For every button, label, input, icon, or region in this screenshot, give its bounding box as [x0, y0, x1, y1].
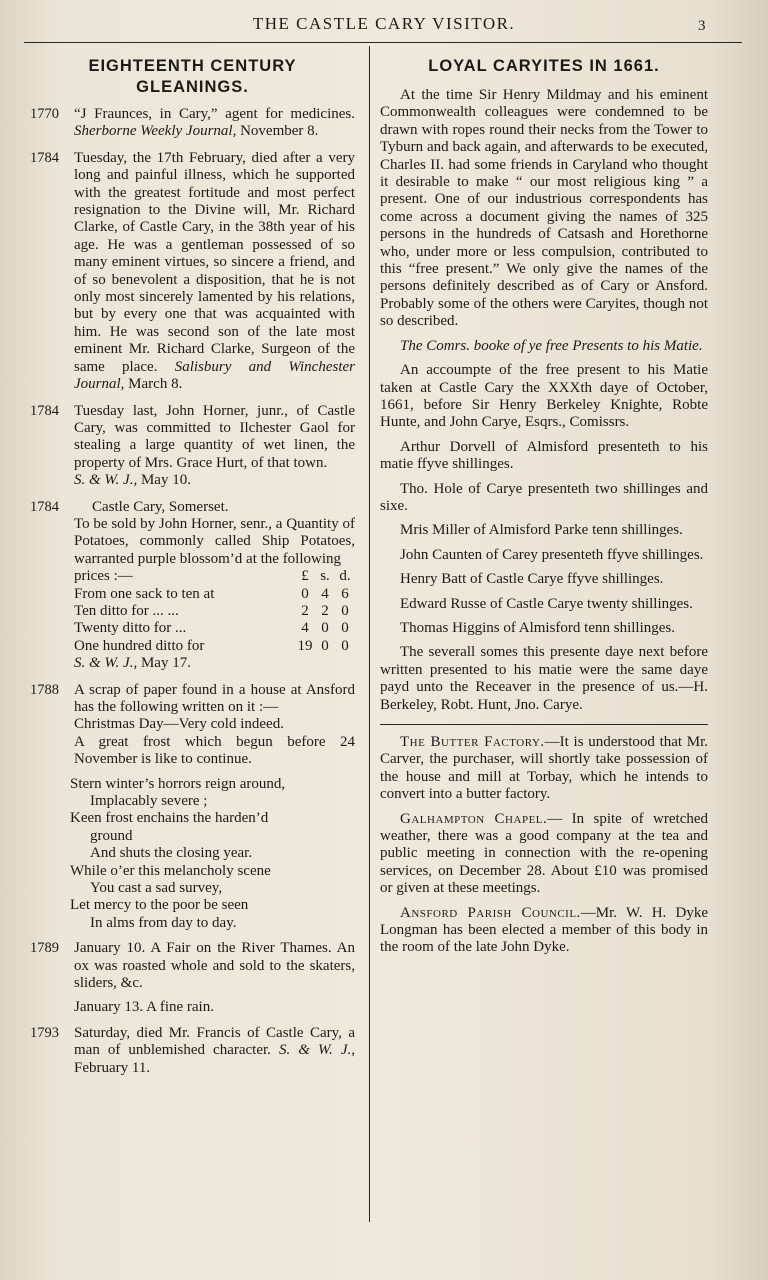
pence-header: d. — [339, 568, 351, 585]
entry-year: 1784 — [30, 498, 59, 515]
price-row — [74, 603, 355, 620]
gleaning-entry-1784-clarke — [30, 150, 355, 394]
verse-line: And shuts the closing year. — [90, 845, 253, 862]
gleanings-title-line1: EIGHTEENTH CENTURY — [88, 57, 297, 75]
entry-citation — [74, 472, 355, 489]
contributor-entry: Thomas Higgins of Almisford tenn shillinges. — [400, 619, 675, 636]
entry-citation — [74, 655, 355, 672]
price-row — [74, 586, 355, 603]
article-paragraph: The severall somes this presente daye next before written presented to his matie were the same daye payd unto the Receaver in the presence of us.—H. Berkeley, Robt. Hunt, Jno. Carye. — [380, 644, 708, 713]
price-row-label: One hundred ditto for — [74, 637, 205, 654]
entry-date: February 11. — [74, 1059, 151, 1076]
entry-text-line: A great frost which begun before 24 November is like to continue. — [74, 733, 355, 768]
verse-line: In alms from day to day. — [90, 914, 237, 931]
entry-source: S. & W. J., — [278, 1042, 355, 1059]
contributor-entry: Henry Batt of Castle Carye ffyve shillinges. — [400, 571, 664, 588]
page-number: 3 — [698, 18, 706, 34]
price-pence: 6 — [341, 585, 349, 602]
article-paragraph: An accoumpte of the free present to his Matie taken at Castle Cary the XXXth daye of October, 1661, before Sir Henry Berkeley Knighte, Robte Hunte, and John Carye, Esqrs., Comissrs. — [380, 362, 708, 431]
price-row-label: Twenty ditto for ... — [74, 620, 187, 637]
contributor-entry: Arthur Dorvell of Almisford presenteth to his matie ffyve shillinges. — [380, 438, 708, 473]
entry-text: Tuesday, the 17th February, died after a very long and painful illness, which he supported with the greatest fortitude and most perfect resignation to the Divine will, Mr. Richard Clarke, of Castle Cary, in the 38th year of his age. He was a gentleman possessed of so many eminent virtues, so sincere a friend, and of so benevolent a disposition, that he is not only most sincerely lamented by his relations, but by every one that was acquainted with him. He was second son of the late most eminent Mr. Richard Clarke, Surgeon of the same place. Salisbury and Winchester Journal, March 8. — [74, 149, 355, 393]
shillings-header: s. — [320, 568, 330, 585]
verse-line: Keen frost enchains the harden’d — [70, 810, 269, 827]
entry-date: March 8. — [128, 376, 183, 393]
news-text: —Mr. W. H. Dyke Longman has been elected a member of this body in the room of the late John Dyke. — [380, 904, 708, 956]
poem-verse — [70, 776, 355, 933]
price-header-row — [74, 568, 355, 585]
news-item-ansford-council — [380, 905, 708, 957]
entry-year: 1784 — [30, 149, 59, 166]
entry-year: 1788 — [30, 681, 59, 698]
entry-text: A scrap of paper found in a house at Ansford has the following written on it :— — [74, 681, 355, 715]
entry-date: May 10. — [140, 472, 191, 489]
left-column — [30, 56, 355, 1086]
news-item-galhampton-chapel — [380, 811, 708, 898]
article-paragraph-italic: The Comrs. booke of ye free Presents to his Matie. — [400, 337, 703, 354]
running-head: THE CASTLE CARY VISITOR. — [252, 14, 516, 33]
price-row-label: Ten ditto for ... ... — [74, 602, 179, 619]
price-pounds: 2 — [301, 602, 309, 619]
price-shillings: 4 — [321, 585, 329, 602]
gleaning-entry-1770 — [30, 106, 355, 141]
entry-year: 1789 — [30, 940, 59, 957]
article-paragraph: At the time Sir Henry Mildmay and his eminent Commonwealth colleagues were condemned to be drawn with ropes round their necks from the Tower to Tyburn and back again, and afterwards to be executed, Charles II. had some friends in Caryland who thought it desirable to make “ our most religious king ” a present. One of our industrious correspondents has come across a document giving the names of 325 persons in the hundreds of Catsash and Horethorne who, under more or less compulsion, contributed to this “free present.” We only give the names of the persons definitely described as of Cary or Ansford. Probably some of the others were Caryites, though not so described. — [380, 87, 708, 330]
gleaning-entry-1793 — [30, 1025, 355, 1077]
price-label: prices :— — [74, 568, 133, 585]
potato-price-table — [74, 568, 355, 655]
news-heading: Ansford Parish Council. — [400, 904, 581, 921]
gleaning-entry-1784-potatoes — [30, 499, 355, 673]
contributor-entry: Tho. Hole of Carye presenteth two shillinges and sixe. — [380, 480, 708, 514]
price-row — [74, 620, 355, 637]
entry-date: November 8. — [240, 123, 319, 140]
right-column — [380, 56, 708, 964]
price-row — [74, 638, 355, 655]
entry-year: 1793 — [30, 1024, 59, 1041]
price-pounds: 0 — [301, 585, 309, 602]
gleaning-entry-1784-horner-gaol — [30, 403, 355, 490]
verse-line: Let mercy to the poor be seen — [70, 897, 249, 914]
news-text: — In spite of wretched weather, there was a good company at the tea and public meeting in connection with the re-opening services, on December 28. About £10 was promised or given at these meetings. — [380, 810, 709, 897]
entry-text-line: January 13. A fine rain. — [74, 998, 214, 1015]
price-pounds: 19 — [297, 637, 313, 654]
verse-line: You cast a sad survey, — [90, 880, 223, 897]
contributor-entry: Edward Russe of Castle Carye twenty shillinges. — [400, 595, 693, 612]
verse-line: While o’er this melancholy scene — [70, 862, 271, 879]
price-shillings: 0 — [321, 637, 329, 654]
verse-line: Stern winter’s horrors reign around, — [70, 775, 286, 792]
contributor-entry: Mris Miller of Almisford Parke tenn shillinges. — [400, 522, 683, 539]
entry-source: S. & W. J., — [74, 472, 138, 489]
verse-line: Implacably severe ; — [90, 793, 208, 810]
price-pence: 0 — [341, 637, 349, 654]
news-text: —It is understood that Mr. Carver, the purchaser, will shortly take possession of the house and mill at Torbay, which he intends to convert into a butter factory. — [380, 734, 709, 803]
entry-source: Sherborne Weekly Journal, — [74, 123, 237, 140]
entry-text-line: Christmas Day—Very cold indeed. — [74, 716, 284, 733]
entry-heading: Castle Cary, Somerset. — [92, 498, 229, 515]
contributor-entry: John Caunten of Carey presenteth ffyve shillinges. — [400, 546, 704, 563]
gleanings-title-line2: GLEANINGS. — [136, 78, 249, 96]
verse-line: ground — [90, 827, 133, 844]
entry-year: 1784 — [30, 402, 59, 419]
entry-year: 1770 — [30, 106, 59, 122]
header-rule — [24, 42, 742, 43]
gleanings-title — [30, 56, 355, 98]
gleaning-entry-1788 — [30, 682, 355, 769]
price-pounds: 4 — [301, 620, 309, 637]
gleaning-entry-1789 — [30, 940, 355, 1016]
section-rule — [380, 724, 708, 725]
price-shillings: 2 — [321, 602, 329, 619]
entry-source: S. & W. J., — [74, 655, 138, 672]
entry-text: “J Fraunces, in Cary,” agent for medicines. Sherborne Weekly Journal, November 8. — [74, 106, 355, 140]
entry-text: January 10. A Fair on the River Thames. An ox was roasted whole and sold to the skaters, sliders, &c. — [74, 940, 355, 992]
entry-text: To be sold by John Horner, senr., a Quantity of Potatoes, commonly called Ship Potatoes, warranted purple blossom’d at the following — [74, 515, 355, 567]
entry-text: Saturday, died Mr. Francis of Castle Cary, a man of unblemished character. S. & W. J., February 11. — [74, 1024, 355, 1076]
price-row-label: From one sack to ten at — [74, 585, 215, 602]
price-pence: 0 — [341, 620, 349, 637]
pounds-header: £ — [301, 568, 309, 585]
entry-date: May 17. — [140, 655, 191, 672]
news-heading: The Butter Factory. — [400, 734, 545, 750]
news-heading: Galhampton Chapel. — [400, 810, 548, 827]
price-pence: 0 — [341, 602, 349, 619]
column-rule — [369, 46, 370, 1222]
price-shillings: 0 — [321, 620, 329, 637]
news-item-butter-factory — [380, 734, 708, 804]
loyal-caryites-title: LOYAL CARYITES IN 1661. — [428, 57, 660, 75]
entry-source: Salisbury and Winchester Journal, — [74, 358, 355, 393]
entry-text: Tuesday last, John Horner, junr., of Castle Cary, was committed to Ilchester Gaol for stealing a large quantity of wet linen, the property of Mrs. Grace Hurt, of that town. — [74, 402, 355, 471]
